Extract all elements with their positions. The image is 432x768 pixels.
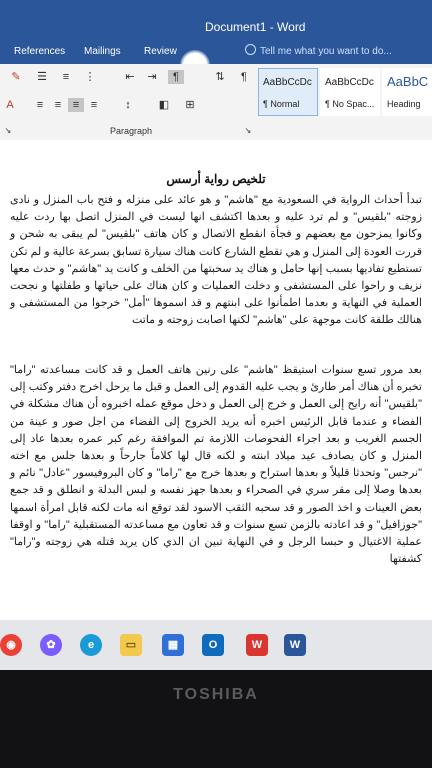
tell-me-text: Tell me what you want to do... xyxy=(260,46,392,57)
align-right-button[interactable]: ≡ xyxy=(68,98,84,112)
shading-button[interactable]: ◧ xyxy=(158,99,170,111)
title-bar xyxy=(0,0,432,40)
style-normal[interactable] xyxy=(258,68,318,116)
outlook-icon[interactable]: O xyxy=(202,634,224,656)
sort-button[interactable]: ⇅ xyxy=(215,71,225,83)
style-no-spacing[interactable] xyxy=(320,68,380,116)
style-heading[interactable] xyxy=(382,68,432,116)
style-name: ¶ Normal xyxy=(263,99,300,109)
line-spacing-button[interactable]: ↕ xyxy=(125,99,131,111)
edge-icon[interactable]: e xyxy=(80,634,102,656)
tell-me-search[interactable] xyxy=(245,44,392,57)
styles-gallery xyxy=(258,68,432,116)
ribbon-home xyxy=(0,64,432,141)
document-title: تلخيص رواية أرسس xyxy=(166,172,266,186)
style-name: ¶ No Spac... xyxy=(325,99,375,109)
align-left-button[interactable]: ≡ xyxy=(36,99,44,111)
align-center-button[interactable]: ≡ xyxy=(54,99,62,111)
word-icon[interactable]: W xyxy=(284,634,306,656)
taskbar xyxy=(0,620,432,670)
style-sample: AaBbCcDc xyxy=(325,77,374,88)
document-page[interactable] xyxy=(0,140,432,620)
chrome-icon[interactable]: ◉ xyxy=(0,634,22,656)
style-name: Heading xyxy=(387,99,421,109)
tab-review[interactable]: Review xyxy=(144,46,177,57)
copilot-icon[interactable]: ✿ xyxy=(40,634,62,656)
borders-button[interactable]: ⊞ xyxy=(185,99,195,111)
window-title: Document1 - Word xyxy=(205,20,306,34)
paragraph-dialog-launcher-icon[interactable]: ↘ xyxy=(244,126,252,135)
font-dialog-launcher-icon[interactable]: ↘ xyxy=(4,126,12,135)
bullets-button[interactable]: ☰ xyxy=(37,71,47,83)
wps-icon[interactable]: W xyxy=(246,634,268,656)
paragraph-1: تبدأ أحداث الرواية في السعودية مع "هاشم" و هو عائد على منزله و فتح باب المنزل و نادى زوجته "بلقيس" و لم ترد عليه و بعدها اكتشف انها ليست في المنزل اتصل بها ردت عليه وكانوا يمزحون مع بعضهم و فجأة انقطع الاتصال و كان هاتف "بلقيس" لم يبقى به شحن و قررت العودة إلى المنزل و هي تقطع الشارع كانت هناك سيارة تسابق بسرعة عالية و لم تكن تستطيع تفاديها بسبب إنها حامل و هناك يد سحبتها من الخلف و كانت يد "هاشم" و حدث معها نزيف و راحوا على المستشفى و دخلت العمليات و كان هناك على حياتها و طفلتها و نجحت العملية في النهاية و بعدما اطمأنوا على ابنتهم و قد اسموها "أمل" خرجوا من المستشفى و هنالك طلقة كانت موجهة على "هاشم" لكنها اصابت زوجته و ماتت xyxy=(10,194,422,327)
increase-indent-button[interactable]: ⇥ xyxy=(147,71,157,83)
paragraph-2: بعد مرور تسع سنوات استيقظ "هاشم" على رنين هاتف العمل و قد كانت مساعدته "راما" تخبره أن هناك أمر طارئ و يجب عليه القدوم إلى العمل و قبل ما يرحل اخرج دفتر وكتب إلى "بلقيس" أنه رايح إلى العمل و خرج إلى العمل و دخل موقع عمله اخبروه أن هناك مشكلة في الفضاء و عندما قابل الرئيس اخبره أنه يريد الخروج إلى الفضاء من اجل صور و عينة من الجسم الغريب و بعد اجراء الفحوصات اللازمة تم الموافقة رغم كبر عمره بعدها عاد إلى المنزل و كان يصادف عيد ميلاد ابنته و لكنه قال لها كلاماً جارحاً و بعدها جلس مع اخته "نرجس" وتحدثا قليلاً و بعدها استراح و بعدها خرج مع "راما" و كان البروفيسور "عادل" نائم و بعدها وصلا إلى مقر سري في الصحراء و بعدها جهز نفسه و لبس البدلة و انطلق و قد جمع بعض العينات و اخذ الصور و قد سحبه الثقب الاسود لقد توقع انه مات لكنه قابل امرأة اسمها "جوزافيل" و قد اعادته بالزمن تسع سنوات و قد تعاون مع مساعدته المستقبلية "راما" و اوقفا عملية الاغتيال و حبسا الرجل و في النهاية تبين ان الذي كان يريد قتله هي زوجته و"راما" كشفتها xyxy=(10,364,422,566)
tab-references[interactable]: References xyxy=(14,46,66,57)
style-sample: AaBbC xyxy=(387,74,429,89)
style-sample: AaBbCcDc xyxy=(263,77,312,88)
lightbulb-icon xyxy=(245,44,256,55)
paragraph-group-label: Paragraph xyxy=(110,126,153,136)
justify-button[interactable]: ≡ xyxy=(90,99,98,111)
decrease-indent-button[interactable]: ⇤ xyxy=(125,71,135,83)
rtl-direction-button[interactable]: ¶ xyxy=(168,70,184,84)
show-formatting-button[interactable]: ¶ xyxy=(241,71,247,83)
format-painter-icon[interactable]: ✎ xyxy=(11,71,21,83)
multilevel-list-button[interactable]: ⋮ xyxy=(84,71,96,83)
ribbon-tabs xyxy=(0,40,432,64)
tab-mailings[interactable]: Mailings xyxy=(84,46,121,57)
numbering-button[interactable]: ≡ xyxy=(62,71,70,83)
store-icon[interactable]: ▦ xyxy=(162,634,184,656)
laptop-brand-logo: TOSHIBA xyxy=(173,686,259,703)
font-color-icon[interactable]: A xyxy=(6,99,14,111)
file-explorer-icon[interactable]: ▭ xyxy=(120,634,142,656)
